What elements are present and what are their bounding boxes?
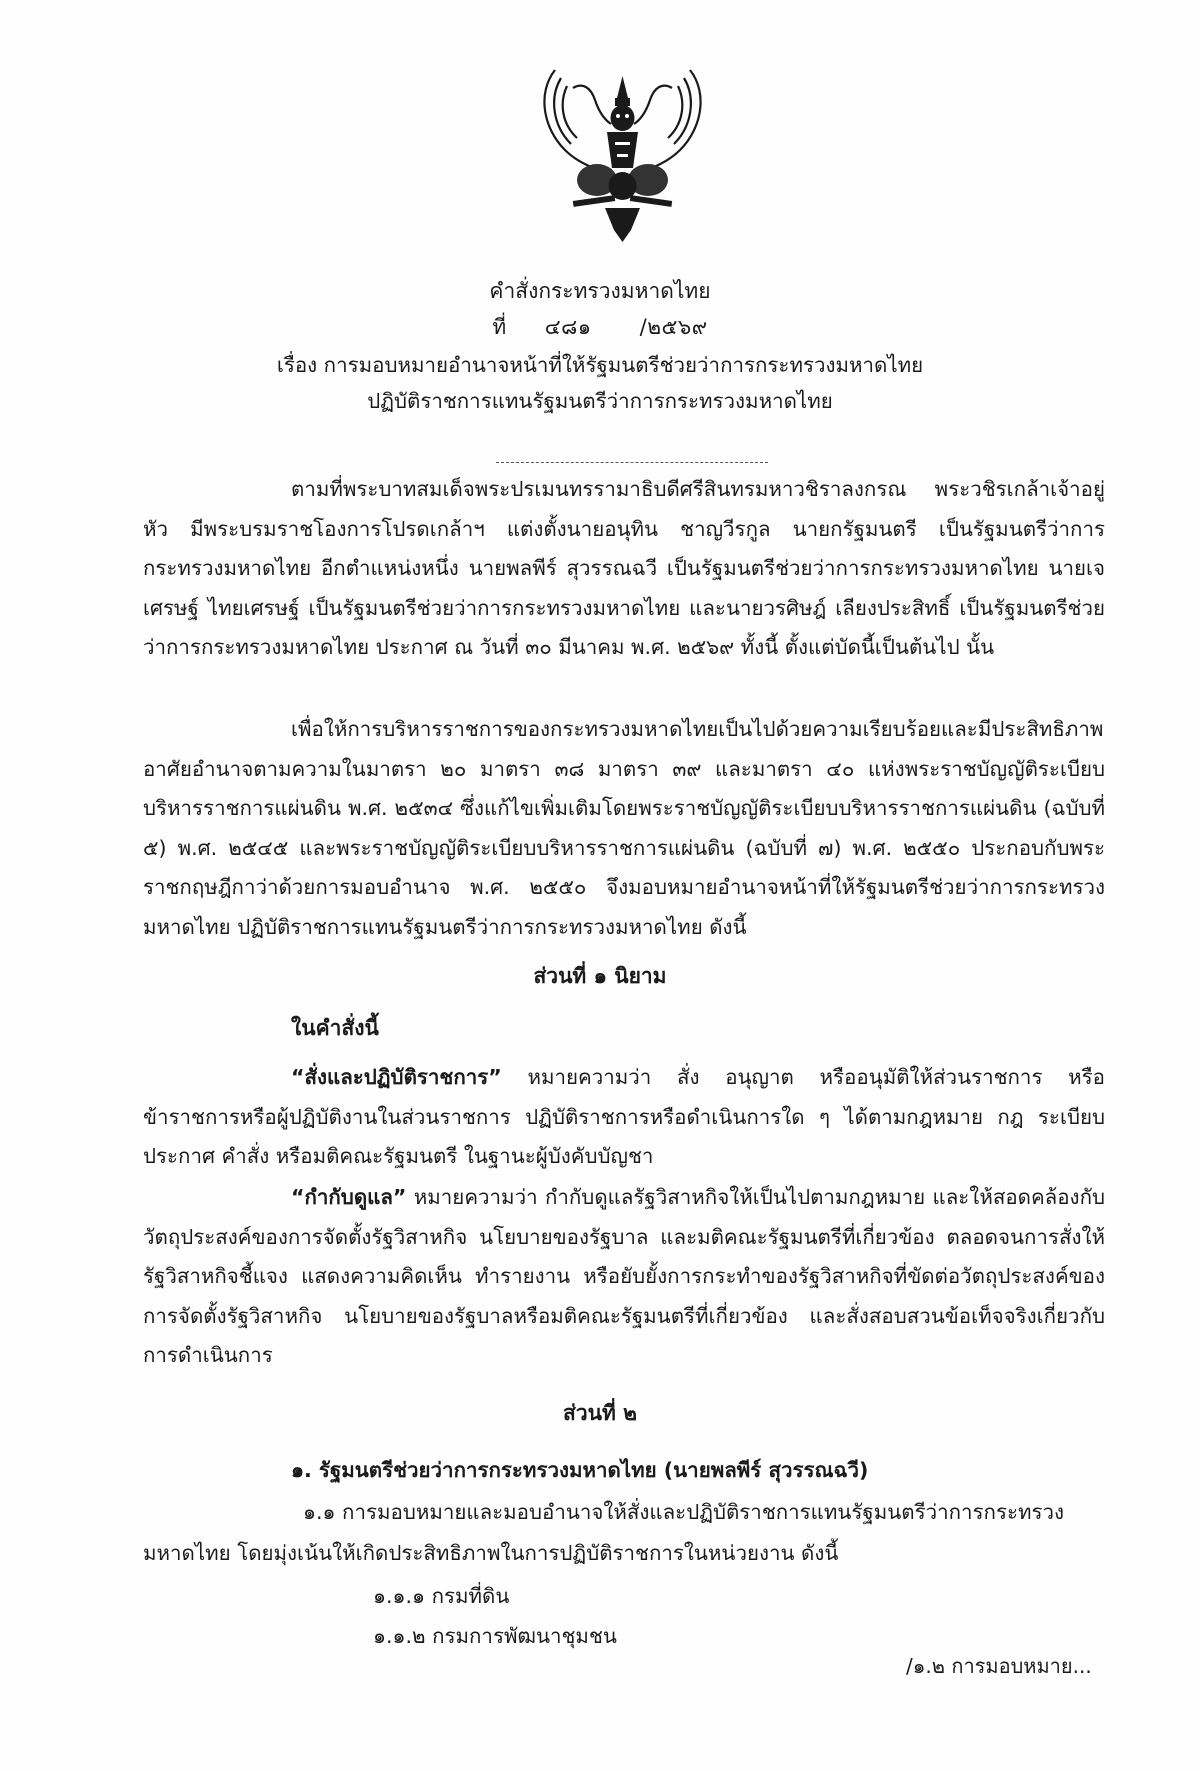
definition-supervise: [143, 1178, 1105, 1376]
part-1-intro: ในคำสั่งนี้: [291, 1016, 379, 1040]
subject-line-1: เรื่อง การมอบหมายอำนาจหน้าที่ให้รัฐมนตรีช่วยว่าการกระทรวงมหาดไทย: [276, 353, 924, 377]
sub-item-community-development: ๑.๑.๒ กรมการพัฒนาชุมชน: [373, 1624, 617, 1648]
preamble-paragraph-2: เพื่อให้การบริหารราชการของกระทรวงมหาดไทยเป็นไปด้วยความเรียบร้อยและมีประสิทธิภาพ อาศัยอำนาจตามความในมาตรา ๒๐ มาตรา ๓๘ มาตรา ๓๙ และมาตรา ๔๐ แห่งพระราชบัญญัติระเบียบบริหารราชการแผ่นดิน พ.ศ. ๒๕๓๔ ซึ่งแก้ไขเพิ่มเติมโดยพระราชบัญญัติระเบียบบริหารราชการแผ่นดิน (ฉบับที่ ๕) พ.ศ. ๒๕๔๕ และพระราชบัญญัติระเบียบบริหารราชการแผ่นดิน (ฉบับที่ ๗) พ.ศ. ๒๕๕๐ ประกอบกับพระราชกฤษฎีกาว่าด้วยการมอบอำนาจ พ.ศ. ๒๕๕๐ จึงมอบหมายอำนาจหน้าที่ให้รัฐมนตรีช่วยว่าการกระทรวงมหาดไทย ปฏิบัติราชการแทนรัฐมนตรีว่าการกระทรวงมหาดไทย ดังนี้: [143, 717, 1105, 939]
page-continuation-marker: /๑.๒ การมอบหมาย...: [906, 1654, 1092, 1678]
part-2-heading: ส่วนที่ ๒: [563, 1401, 637, 1425]
definition-term: “สั่งและปฏิบัติราชการ”: [291, 1065, 502, 1089]
document-title: คำสั่งกระทรวงมหาดไทย: [489, 279, 711, 303]
order-number: [0, 312, 1200, 342]
order-number-year: /๒๕๖๙: [639, 315, 708, 339]
subject-line-2: ปฏิบัติราชการแทนรัฐมนตรีว่าการกระทรวงมหาดไทย: [367, 389, 833, 413]
definition-text: หมายความว่า สั่ง อนุญาต หรืออนุมัติให้ส่วนราชการ หรือข้าราชการหรือผู้ปฏิบัติงานในส่วนราชการ ปฏิบัติราชการหรือดำเนินการใด ๆ ได้ตามกฎหมาย กฎ ระเบียบ ประกาศ คำสั่ง หรือมติคณะรัฐมนตรี ในฐานะผู้บังคับบัญชา: [143, 1065, 1105, 1168]
order-number-prefix: ที่: [492, 315, 507, 339]
definition-command-and-perform: [143, 1058, 1105, 1177]
title-divider: [496, 462, 768, 463]
order-number-value: ๔๘๑: [544, 315, 592, 339]
definition-term: “กำกับดูแล”: [291, 1185, 407, 1209]
part-2-item-1-1: ๑.๑ การมอบหมายและมอบอำนาจให้สั่งและปฏิบัติราชการแทนรัฐมนตรีว่าการกระทรวงมหาดไทย โดยมุ่งเน้นให้เกิดประสิทธิภาพในการปฏิบัติราชการในหน่วยงาน ดังนี้: [143, 1500, 1065, 1565]
part-2-item-1: ๑. รัฐมนตรีช่วยว่าการกระทรวงมหาดไทย (นายพลพีร์ สุวรรณฉวี): [291, 1458, 869, 1482]
sub-item-land-department: ๑.๑.๑ กรมที่ดิน: [373, 1584, 510, 1608]
part-1-heading: ส่วนที่ ๑ นิยาม: [533, 964, 667, 988]
garuda-emblem-icon: [535, 58, 710, 248]
preamble-paragraph-1: ตามที่พระบาทสมเด็จพระปรเมนทรรามาธิบดีศรีสินทรมหาวชิราลงกรณ พระวชิรเกล้าเจ้าอยู่หัว มีพระบรมราชโองการโปรดเกล้าฯ แต่งตั้งนายอนุทิน ชาญวีรกูล นายกรัฐมนตรี เป็นรัฐมนตรีว่าการกระทรวงมหาดไทย อีกตำแหน่งหนึ่ง นายพลพีร์ สุวรรณฉวี เป็นรัฐมนตรีช่วยว่าการกระทรวงมหาดไทย นายเจเศรษฐ์ ไทยเศรษฐ์ เป็นรัฐมนตรีช่วยว่าการกระทรวงมหาดไทย และนายวรศิษฎ์ เลียงประสิทธิ์ เป็นรัฐมนตรีช่วยว่าการกระทรวงมหาดไทย ประกาศ ณ วันที่ ๓๐ มีนาคม พ.ศ. ๒๕๖๙ ทั้งนี้ ตั้งแต่บัดนี้เป็นต้นไป นั้น: [143, 477, 1105, 659]
definition-text: หมายความว่า กำกับดูแลรัฐวิสาหกิจให้เป็นไปตามกฎหมาย และให้สอดคล้องกับวัตถุประสงค์ของการจัดตั้งรัฐวิสาหกิจ นโยบายของรัฐบาล และมติคณะรัฐมนตรีที่เกี่ยวข้อง ตลอดจนการสั่งให้รัฐวิสาหกิจชี้แจง แสดงความคิดเห็น ทำรายงาน หรือยับยั้งการกระทำของรัฐวิสาหกิจที่ขัดต่อวัตถุประสงค์ของการจัดตั้งรัฐวิสาหกิจ นโยบายของรัฐบาลหรือมติคณะรัฐมนตรีที่เกี่ยวข้อง และสั่งสอบสวนข้อเท็จจริงเกี่ยวกับการดำเนินการ: [143, 1185, 1105, 1367]
